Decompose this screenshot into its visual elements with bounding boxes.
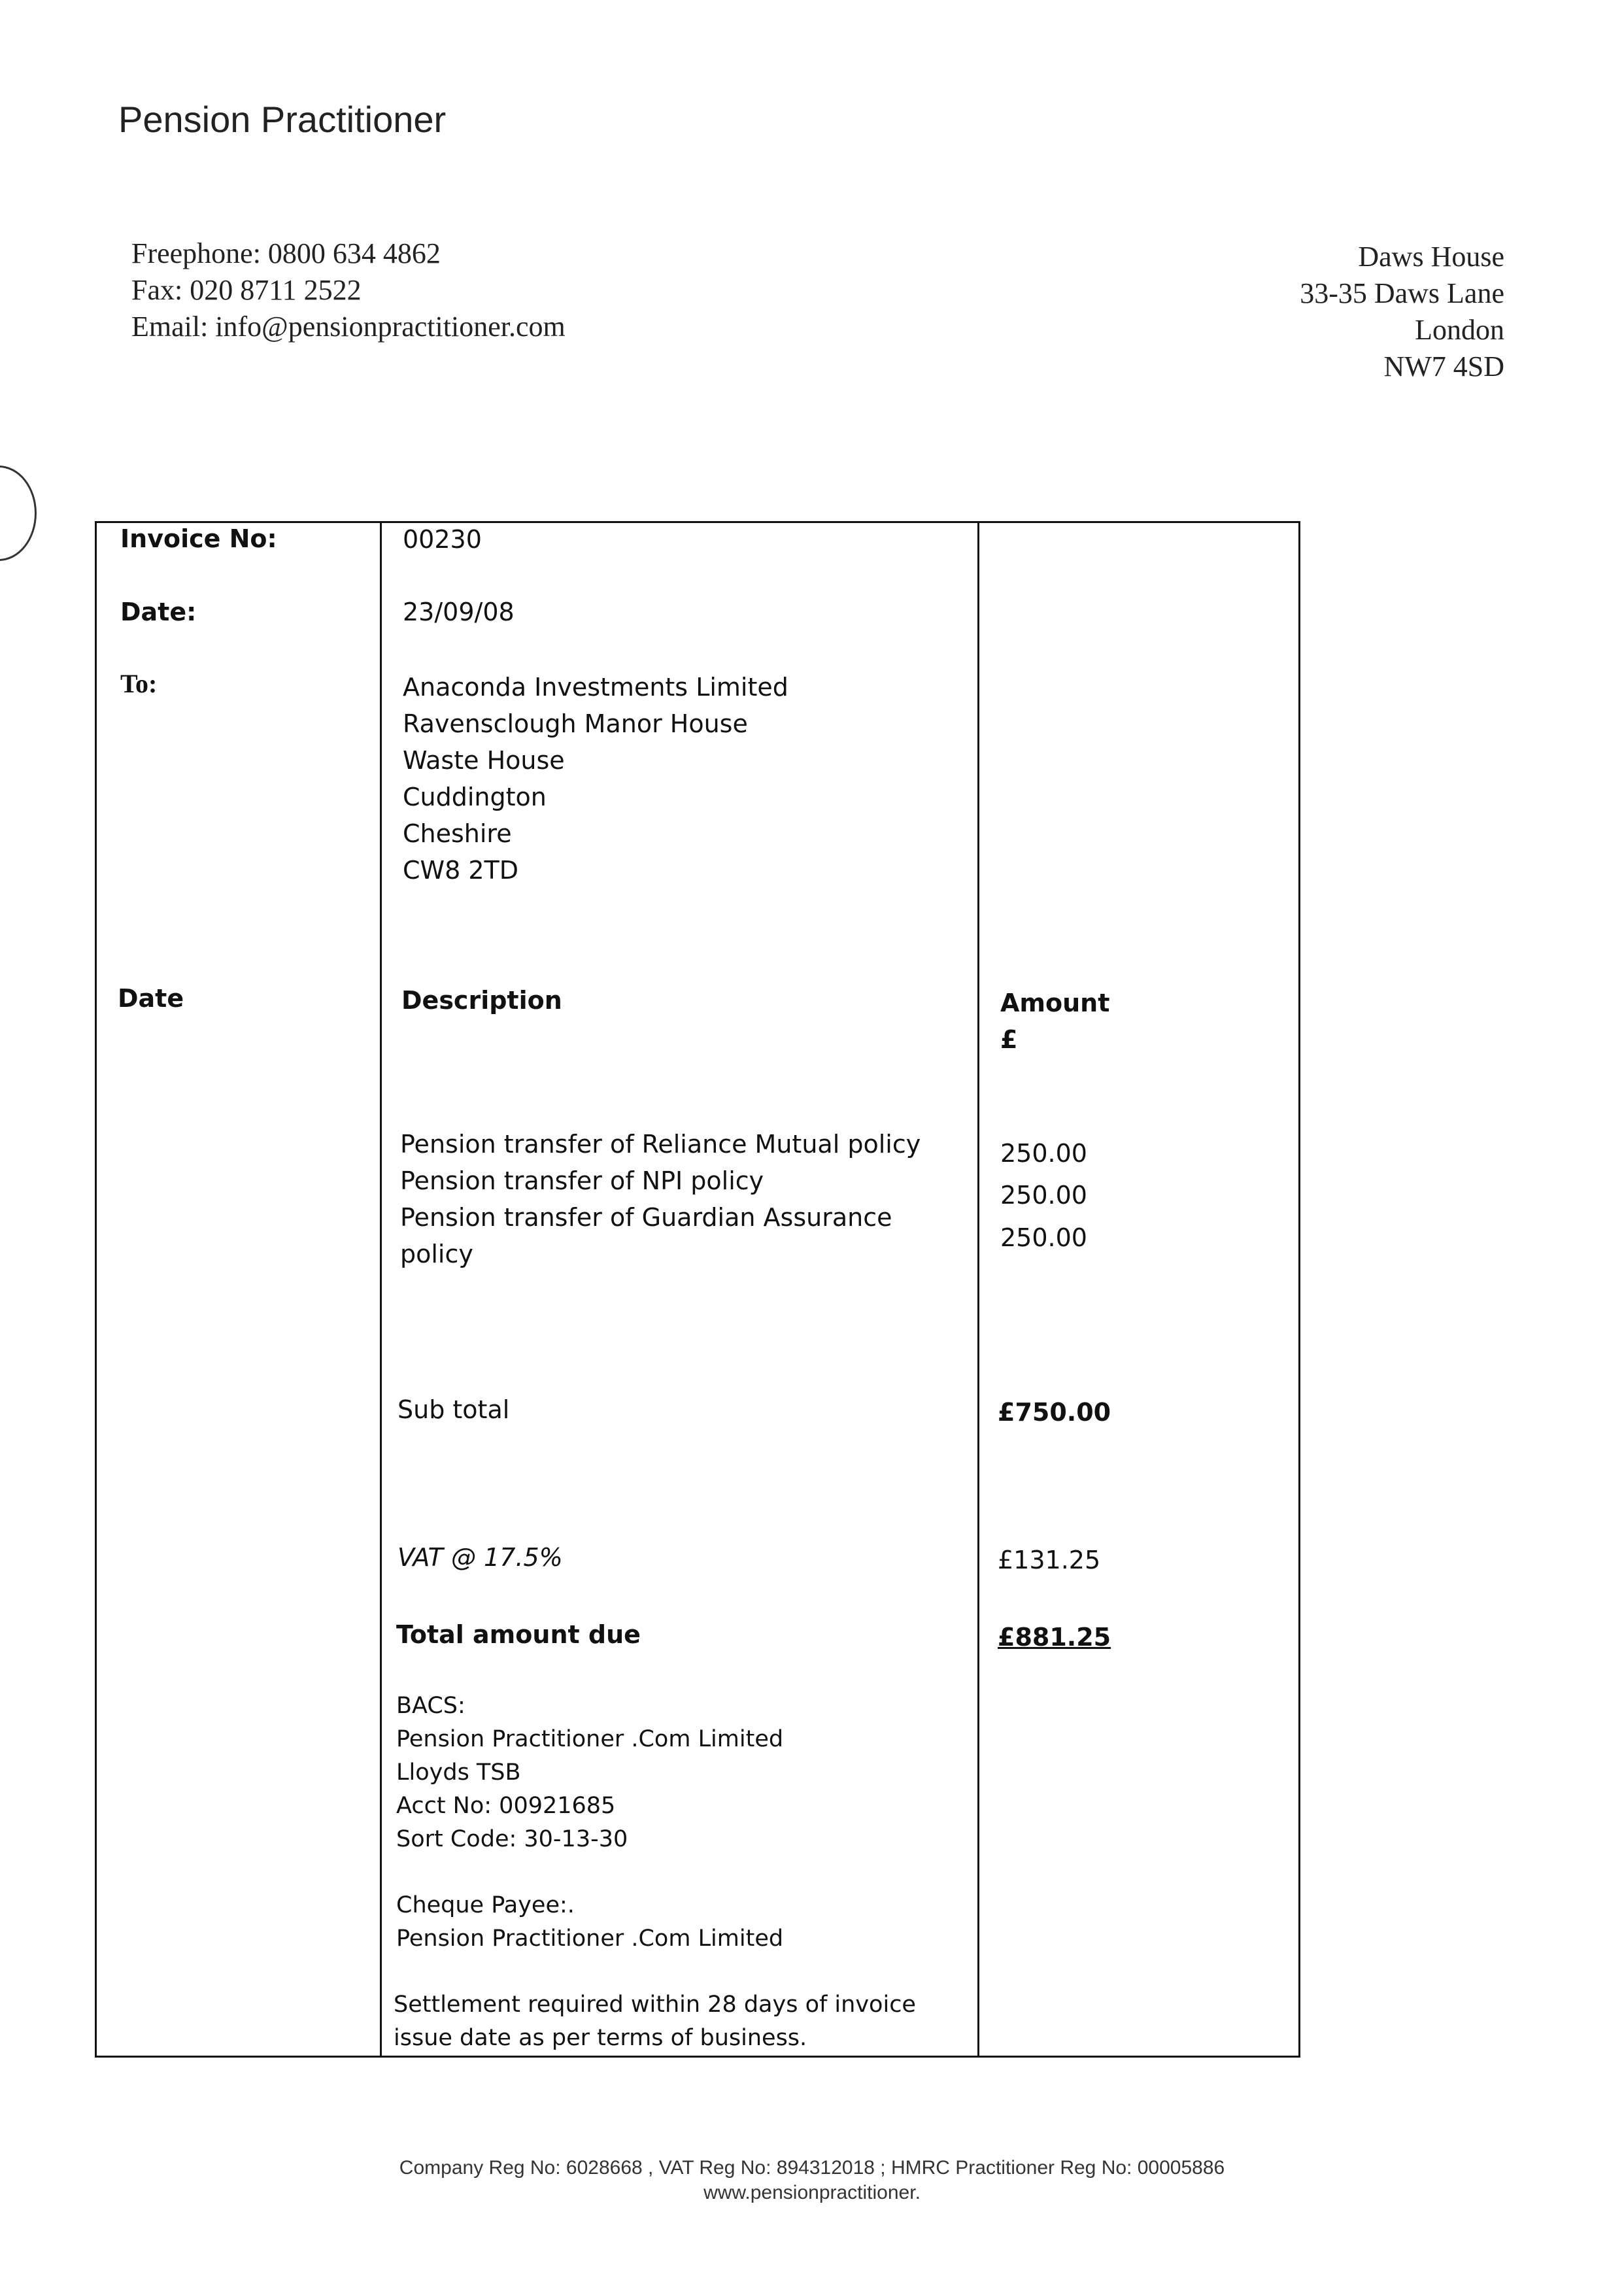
recipient-line: CW8 2TD <box>403 856 519 885</box>
website-text: www.pensionpractitioner. <box>703 2182 921 2203</box>
subtotal-amount: £750.00 <box>998 1398 1111 1427</box>
phone-number: Freephone: 0800 634 4862 <box>131 237 441 269</box>
bacs-line: Lloyds TSB <box>396 1759 521 1786</box>
cheque-label: Cheque Payee:. <box>396 1892 575 1918</box>
line-item-description: Pension transfer of Reliance Mutual policy <box>400 1130 921 1159</box>
recipient-line: Cheshire <box>403 819 512 848</box>
recipient-line: Waste House <box>403 746 565 775</box>
address-line: 33-35 Daws Lane <box>1300 277 1504 309</box>
line-item-descriptions <box>400 1126 921 1272</box>
recipient-address <box>403 669 788 889</box>
total-amount: £881.25 <box>998 1623 1111 1652</box>
invoice-number-label: Invoice No: <box>120 524 277 553</box>
invoice-date: 23/09/08 <box>403 598 515 626</box>
settlement-line: issue date as per terms of business. <box>394 2025 807 2051</box>
line-item-description: Pension transfer of Guardian Assurance <box>400 1203 892 1232</box>
line-item-description: Pension transfer of NPI policy <box>400 1166 764 1195</box>
cheque-details <box>396 1889 783 1956</box>
bacs-label: BACS: <box>396 1693 465 1719</box>
total-label: Total amount due <box>396 1620 641 1649</box>
line-item-amount: 250.00 <box>1000 1181 1087 1210</box>
to-label: To: <box>120 669 158 698</box>
vat-amount: £131.25 <box>998 1546 1101 1574</box>
line-item-description: policy <box>400 1240 473 1268</box>
line-item-amount: 250.00 <box>1000 1223 1087 1252</box>
contact-block <box>131 235 566 345</box>
company-address <box>1300 239 1504 385</box>
fax-number: Fax: 020 8711 2522 <box>131 274 362 306</box>
invoice-number: 00230 <box>403 525 482 554</box>
column-divider <box>977 523 979 2056</box>
column-divider <box>380 523 382 2056</box>
footer <box>0 2156 1624 2205</box>
address-line: Daws House <box>1358 241 1504 273</box>
currency-symbol: £ <box>1000 1025 1018 1054</box>
registration-details: Company Reg No: 6028668 , VAT Reg No: 894312018 ; HMRC Practitioner Reg No: 00005886 <box>399 2157 1225 2179</box>
bacs-details <box>396 1689 783 1856</box>
subtotal-label: Sub total <box>398 1395 510 1424</box>
vat-label: VAT @ 17.5% <box>398 1543 563 1572</box>
address-line: NW7 4SD <box>1383 350 1504 382</box>
email-address: Email: info@pensionpractitioner.com <box>131 311 566 343</box>
punch-hole-mark <box>0 466 37 561</box>
address-line: London <box>1415 314 1504 346</box>
bacs-line: Pension Practitioner .Com Limited <box>396 1726 784 1752</box>
settlement-terms <box>394 1988 916 2055</box>
column-header-amount: Amount <box>1000 989 1110 1017</box>
line-item-amount: 250.00 <box>1000 1139 1087 1168</box>
cheque-payee: Pension Practitioner .Com Limited <box>396 1926 784 1952</box>
company-name: Pension Practitioner <box>118 99 447 140</box>
bacs-line: Sort Code: 30-13-30 <box>396 1826 628 1852</box>
recipient-line: Ravensclough Manor House <box>403 709 748 738</box>
recipient-line: Cuddington <box>403 783 547 811</box>
recipient-line: Anaconda Investments Limited <box>403 673 788 702</box>
date-label: Date: <box>120 598 197 626</box>
column-header-description: Description <box>401 986 562 1015</box>
bacs-line: Acct No: 00921685 <box>396 1793 616 1819</box>
settlement-line: Settlement required within 28 days of invoice <box>394 1992 916 2018</box>
column-header-date: Date <box>118 984 184 1013</box>
